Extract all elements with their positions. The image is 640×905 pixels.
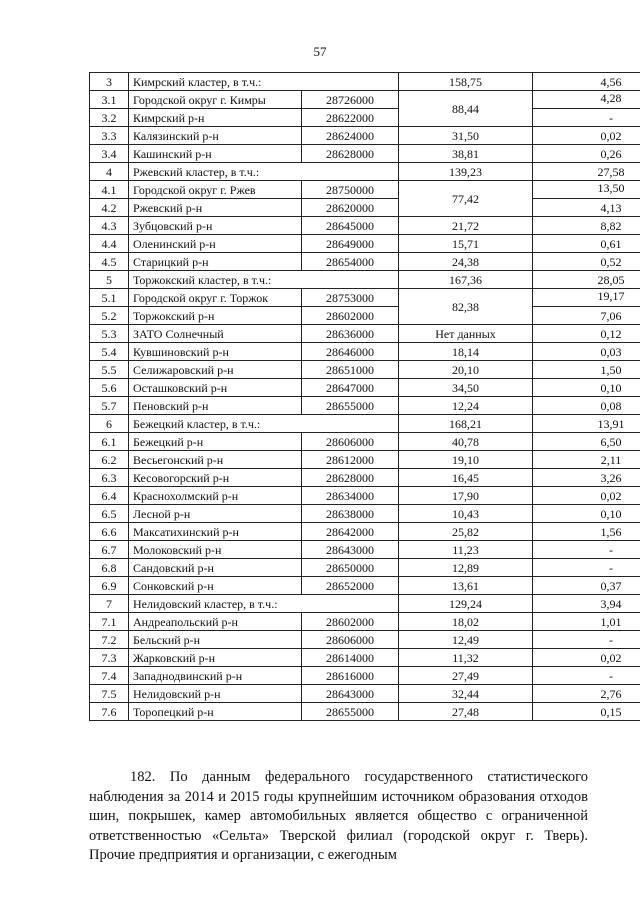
district-name: Сонковский р-н — [129, 577, 302, 595]
volume-cell: 40,78 — [399, 433, 533, 451]
row-number: 6.5 — [90, 505, 129, 523]
table-row — [90, 469, 640, 487]
volume-cell: 167,36 — [399, 271, 533, 289]
row-number: 4.1 — [90, 181, 129, 199]
share-cell: 0,02 — [533, 127, 640, 145]
share-cell: - — [533, 541, 640, 559]
volume-cell: 18,14 — [399, 343, 533, 361]
row-number: 5.3 — [90, 325, 129, 343]
table-row — [90, 289, 640, 307]
volume-cell: 38,81 — [399, 145, 533, 163]
waste-table — [89, 72, 640, 721]
district-name: Жарковский р-н — [129, 649, 302, 667]
district-name: Городской округ г. Ржев — [129, 181, 302, 199]
row-number: 6.7 — [90, 541, 129, 559]
row-number: 5.4 — [90, 343, 129, 361]
volume-cell: 129,24 — [399, 595, 533, 613]
share-cell: 6,50 — [533, 433, 640, 451]
row-number: 6.3 — [90, 469, 129, 487]
district-name: Лесной р-н — [129, 505, 302, 523]
row-number: 6.9 — [90, 577, 129, 595]
volume-cell: 139,23 — [399, 163, 533, 181]
oktmo-code: 28616000 — [302, 667, 399, 685]
share-cell: 0,08 — [533, 397, 640, 415]
volume-cell: 18,02 — [399, 613, 533, 631]
oktmo-code: 28646000 — [302, 343, 399, 361]
district-name: Кесовогорский р-н — [129, 469, 302, 487]
volume-cell: 11,23 — [399, 541, 533, 559]
share-cell: 2,11 — [533, 451, 640, 469]
cluster-name: Кимрский кластер, в т.ч.: — [129, 73, 399, 91]
row-number: 4 — [90, 163, 129, 181]
district-name: Андреапольский р-н — [129, 613, 302, 631]
district-name: Торжокский р-н — [129, 307, 302, 325]
table-row — [90, 631, 640, 649]
share-cell: 4,56 — [533, 73, 640, 91]
oktmo-code: 28606000 — [302, 433, 399, 451]
page-number: 57 — [313, 44, 327, 59]
oktmo-code: 28628000 — [302, 469, 399, 487]
share-cell: 1,56 — [533, 523, 640, 541]
share-cell: - — [533, 559, 640, 577]
cluster-name: Бежецкий кластер, в т.ч.: — [129, 415, 399, 433]
row-number: 5 — [90, 271, 129, 289]
share-cell: 4,28 — [533, 91, 640, 109]
row-number: 3.2 — [90, 109, 129, 127]
oktmo-code: 28620000 — [302, 199, 399, 217]
row-number: 3.4 — [90, 145, 129, 163]
district-name: Кимрский р-н — [129, 109, 302, 127]
oktmo-code: 28642000 — [302, 523, 399, 541]
volume-cell: 15,71 — [399, 235, 533, 253]
volume-cell: 32,44 — [399, 685, 533, 703]
share-cell: 0,10 — [533, 505, 640, 523]
table-row — [90, 433, 640, 451]
share-cell: 27,58 — [533, 163, 640, 181]
share-cell: 0,37 — [533, 577, 640, 595]
row-number: 7.6 — [90, 703, 129, 721]
oktmo-code: 28654000 — [302, 253, 399, 271]
oktmo-code: 28655000 — [302, 703, 399, 721]
volume-cell: 10,43 — [399, 505, 533, 523]
district-name: Весьегонский р-н — [129, 451, 302, 469]
volume-cell: 77,42 — [399, 181, 533, 217]
oktmo-code: 28628000 — [302, 145, 399, 163]
row-number: 5.7 — [90, 397, 129, 415]
oktmo-code: 28636000 — [302, 325, 399, 343]
volume-cell: 12,49 — [399, 631, 533, 649]
volume-cell: 34,50 — [399, 379, 533, 397]
oktmo-code: 28655000 — [302, 397, 399, 415]
district-name: Селижаровский р-н — [129, 361, 302, 379]
share-cell: 0,52 — [533, 253, 640, 271]
district-name: Старицкий р-н — [129, 253, 302, 271]
district-name: Ржевский р-н — [129, 199, 302, 217]
row-number: 7.5 — [90, 685, 129, 703]
table-row — [90, 559, 640, 577]
row-number: 4.3 — [90, 217, 129, 235]
cluster-row — [90, 271, 640, 289]
row-number: 5.5 — [90, 361, 129, 379]
table-row — [90, 91, 640, 109]
row-number: 5.6 — [90, 379, 129, 397]
table-row — [90, 307, 640, 325]
district-name: Нелидовский р-н — [129, 685, 302, 703]
volume-cell: 19,10 — [399, 451, 533, 469]
oktmo-code: 28650000 — [302, 559, 399, 577]
share-cell: 0,03 — [533, 343, 640, 361]
table-row — [90, 703, 640, 721]
volume-cell: 158,75 — [399, 73, 533, 91]
table-row — [90, 145, 640, 163]
table-row — [90, 685, 640, 703]
volume-cell: Нет данных — [399, 325, 533, 343]
district-name: Торопецкий р-н — [129, 703, 302, 721]
oktmo-code: 28651000 — [302, 361, 399, 379]
table-row — [90, 253, 640, 271]
row-number: 6.2 — [90, 451, 129, 469]
table-row — [90, 235, 640, 253]
oktmo-code: 28652000 — [302, 577, 399, 595]
table-row — [90, 451, 640, 469]
share-cell: 4,13 — [533, 199, 640, 217]
row-number: 7 — [90, 595, 129, 613]
district-name: Кувшиновский р-н — [129, 343, 302, 361]
row-number: 7.4 — [90, 667, 129, 685]
table-row — [90, 577, 640, 595]
table-row — [90, 541, 640, 559]
table-body — [90, 73, 640, 721]
oktmo-code: 28753000 — [302, 289, 399, 307]
share-cell: 0,26 — [533, 145, 640, 163]
district-name: Максатихинский р-н — [129, 523, 302, 541]
district-name: ЗАТО Солнечный — [129, 325, 302, 343]
cluster-name: Торжокский кластер, в т.ч.: — [129, 271, 399, 289]
oktmo-code: 28750000 — [302, 181, 399, 199]
row-number: 6.1 — [90, 433, 129, 451]
row-number: 6.8 — [90, 559, 129, 577]
table-row — [90, 325, 640, 343]
oktmo-code: 28643000 — [302, 541, 399, 559]
volume-cell: 21,72 — [399, 217, 533, 235]
volume-cell: 12,89 — [399, 559, 533, 577]
table-row — [90, 217, 640, 235]
oktmo-code: 28726000 — [302, 91, 399, 109]
row-number: 4.4 — [90, 235, 129, 253]
district-name: Оленинский р-н — [129, 235, 302, 253]
oktmo-code: 28634000 — [302, 487, 399, 505]
table-row — [90, 343, 640, 361]
district-name: Сандовский р-н — [129, 559, 302, 577]
share-cell: 0,12 — [533, 325, 640, 343]
share-cell: - — [533, 109, 640, 127]
row-number: 7.1 — [90, 613, 129, 631]
table-row — [90, 199, 640, 217]
table-row — [90, 109, 640, 127]
share-cell: - — [533, 631, 640, 649]
row-number: 7.2 — [90, 631, 129, 649]
volume-cell: 168,21 — [399, 415, 533, 433]
district-name: Западнодвинский р-н — [129, 667, 302, 685]
row-number: 3 — [90, 73, 129, 91]
volume-cell: 27,48 — [399, 703, 533, 721]
volume-cell: 88,44 — [399, 91, 533, 127]
row-number: 6.6 — [90, 523, 129, 541]
district-name: Калязинский р-н — [129, 127, 302, 145]
row-number: 6.4 — [90, 487, 129, 505]
cluster-row — [90, 73, 640, 91]
share-cell: 0,02 — [533, 487, 640, 505]
table-row — [90, 181, 640, 199]
row-number: 5.1 — [90, 289, 129, 307]
table-row — [90, 505, 640, 523]
oktmo-code: 28622000 — [302, 109, 399, 127]
row-number: 5.2 — [90, 307, 129, 325]
share-cell: - — [533, 667, 640, 685]
table-row — [90, 487, 640, 505]
table-row — [90, 397, 640, 415]
share-cell: 8,82 — [533, 217, 640, 235]
share-cell: 0,61 — [533, 235, 640, 253]
oktmo-code: 28602000 — [302, 307, 399, 325]
oktmo-code: 28606000 — [302, 631, 399, 649]
body-paragraph: 182. По данным федерального государственного статистического наблюдения за 2014 и 2015 годы крупнейшим источником образования отходов шин, покрышек, камер автомобильных является общество с ограниченной ответственностью «Сельта» Тверской филиал (городской округ г. Тверь). Прочие предприятия и организации, с ежегодным — [89, 769, 588, 863]
volume-cell: 13,61 — [399, 577, 533, 595]
share-cell: 2,76 — [533, 685, 640, 703]
table-row — [90, 127, 640, 145]
volume-cell: 82,38 — [399, 289, 533, 325]
volume-cell: 20,10 — [399, 361, 533, 379]
oktmo-code: 28602000 — [302, 613, 399, 631]
share-cell: 13,91 — [533, 415, 640, 433]
district-name: Пеновский р-н — [129, 397, 302, 415]
share-cell: 3,94 — [533, 595, 640, 613]
cluster-row — [90, 163, 640, 181]
district-name: Краснохолмский р-н — [129, 487, 302, 505]
table-row — [90, 613, 640, 631]
row-number: 6 — [90, 415, 129, 433]
share-cell: 28,05 — [533, 271, 640, 289]
oktmo-code: 28645000 — [302, 217, 399, 235]
district-name: Молоковский р-н — [129, 541, 302, 559]
district-name: Кашинский р-н — [129, 145, 302, 163]
row-number: 3.3 — [90, 127, 129, 145]
share-cell: 3,26 — [533, 469, 640, 487]
row-number: 7.3 — [90, 649, 129, 667]
table-row — [90, 649, 640, 667]
oktmo-code: 28647000 — [302, 379, 399, 397]
volume-cell: 31,50 — [399, 127, 533, 145]
oktmo-code: 28624000 — [302, 127, 399, 145]
share-cell: 0,10 — [533, 379, 640, 397]
volume-cell: 17,90 — [399, 487, 533, 505]
district-name: Осташковский р-н — [129, 379, 302, 397]
table-row — [90, 361, 640, 379]
district-name: Городской округ г. Торжок — [129, 289, 302, 307]
district-name: Бельский р-н — [129, 631, 302, 649]
row-number: 4.2 — [90, 199, 129, 217]
share-cell: 1,01 — [533, 613, 640, 631]
volume-cell: 12,24 — [399, 397, 533, 415]
row-number: 4.5 — [90, 253, 129, 271]
oktmo-code: 28643000 — [302, 685, 399, 703]
volume-cell: 11,32 — [399, 649, 533, 667]
volume-cell: 16,45 — [399, 469, 533, 487]
row-number: 3.1 — [90, 91, 129, 109]
oktmo-code: 28614000 — [302, 649, 399, 667]
share-cell: 1,50 — [533, 361, 640, 379]
share-cell: 7,06 — [533, 307, 640, 325]
table-row — [90, 667, 640, 685]
share-cell: 13,50 — [533, 181, 640, 199]
oktmo-code: 28638000 — [302, 505, 399, 523]
share-cell: 0,15 — [533, 703, 640, 721]
table-row — [90, 379, 640, 397]
district-name: Бежецкий р-н — [129, 433, 302, 451]
table-row — [90, 523, 640, 541]
volume-cell: 24,38 — [399, 253, 533, 271]
cluster-row — [90, 415, 640, 433]
district-name: Зубцовский р-н — [129, 217, 302, 235]
cluster-row — [90, 595, 640, 613]
volume-cell: 25,82 — [399, 523, 533, 541]
volume-cell: 27,49 — [399, 667, 533, 685]
share-cell: 0,02 — [533, 649, 640, 667]
cluster-name: Ржевский кластер, в т.ч.: — [129, 163, 399, 181]
oktmo-code: 28612000 — [302, 451, 399, 469]
cluster-name: Нелидовский кластер, в т.ч.: — [129, 595, 399, 613]
share-cell: 19,17 — [533, 289, 640, 307]
oktmo-code: 28649000 — [302, 235, 399, 253]
district-name: Городской округ г. Кимры — [129, 91, 302, 109]
